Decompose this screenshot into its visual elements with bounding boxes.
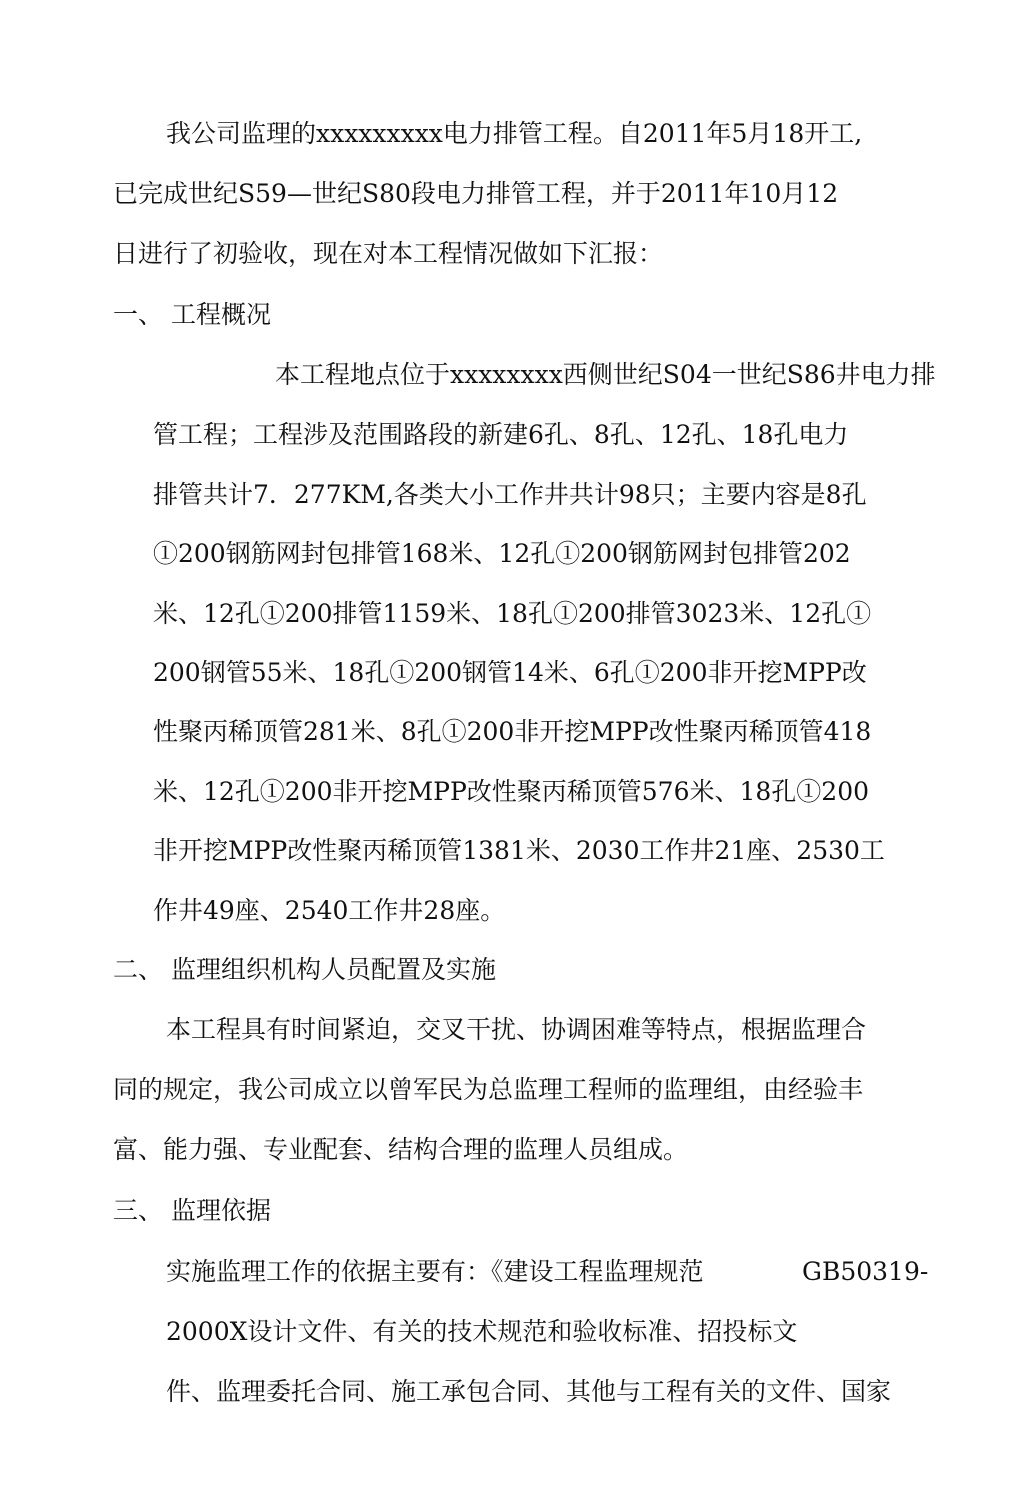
organization-line-1: 本工程具有时间紧迫，交叉干扰、协调困难等特点，根据监理合	[166, 1015, 867, 1044]
overview-line-8: 米、12孔①200非开挖MPP改性聚丙稀顶管576米、18孔①200	[153, 777, 870, 806]
overview-line-9: 非开挖MPP改性聚丙稀顶管1381米、2030工作井21座、2530工	[153, 836, 885, 865]
section-heading-overview: 一、 工程概况	[113, 300, 271, 329]
overview-line-10: 作井49座、2540工作井28座。	[153, 896, 506, 925]
overview-line-4: ①200钢筋网封包排管168米、12孔①200钢筋网封包排管202	[153, 539, 851, 568]
basis-line-1-right: GB50319-	[802, 1257, 929, 1286]
overview-line-2: 管工程；工程涉及范围路段的新建6孔、8孔、12孔、18孔电力	[153, 420, 849, 449]
basis-line-3: 件、监理委托合同、施工承包合同、其他与工程有关的文件、国家	[166, 1377, 892, 1406]
intro-line-2: 已完成世纪S59—世纪S80段电力排管工程，并于2011年10月12	[113, 179, 839, 208]
basis-line-1-left: 实施监理工作的依据主要有：《建设工程监理规范	[166, 1257, 704, 1286]
intro-line-1: 我公司监理的xxxxxxxxx电力排管工程。自2011年5月18开工,	[166, 119, 863, 148]
organization-line-2: 同的规定，我公司成立以曾军民为总监理工程师的监理组，由经验丰	[113, 1075, 864, 1104]
overview-line-5: 米、12孔①200排管1159米、18孔①200排管3023米、12孔①	[153, 599, 872, 628]
overview-line-6: 200钢管55米、18孔①200钢管14米、6孔①200非开挖MPP改	[153, 658, 867, 687]
overview-line-3: 排管共计7．277KM,各类大小工作井共计98只；主要内容是8孔	[153, 480, 867, 509]
section-heading-organization: 二、 监理组织机构人员配置及实施	[113, 955, 496, 984]
overview-line-7: 性聚丙稀顶管281米、8孔①200非开挖MPP改性聚丙稀顶管418	[153, 717, 872, 746]
basis-line-2: 2000X设计文件、有关的技术规范和验收标准、招投标文	[166, 1317, 798, 1346]
organization-line-3: 富、能力强、专业配套、结构合理的监理人员组成。	[113, 1135, 689, 1164]
overview-line-1: 本工程地点位于xxxxxxxx西侧世纪S04一世纪S86井电力排	[275, 360, 936, 389]
section-heading-basis: 三、 监理依据	[113, 1196, 271, 1225]
intro-line-3: 日进行了初验收，现在对本工程情况做如下汇报：	[113, 239, 664, 268]
